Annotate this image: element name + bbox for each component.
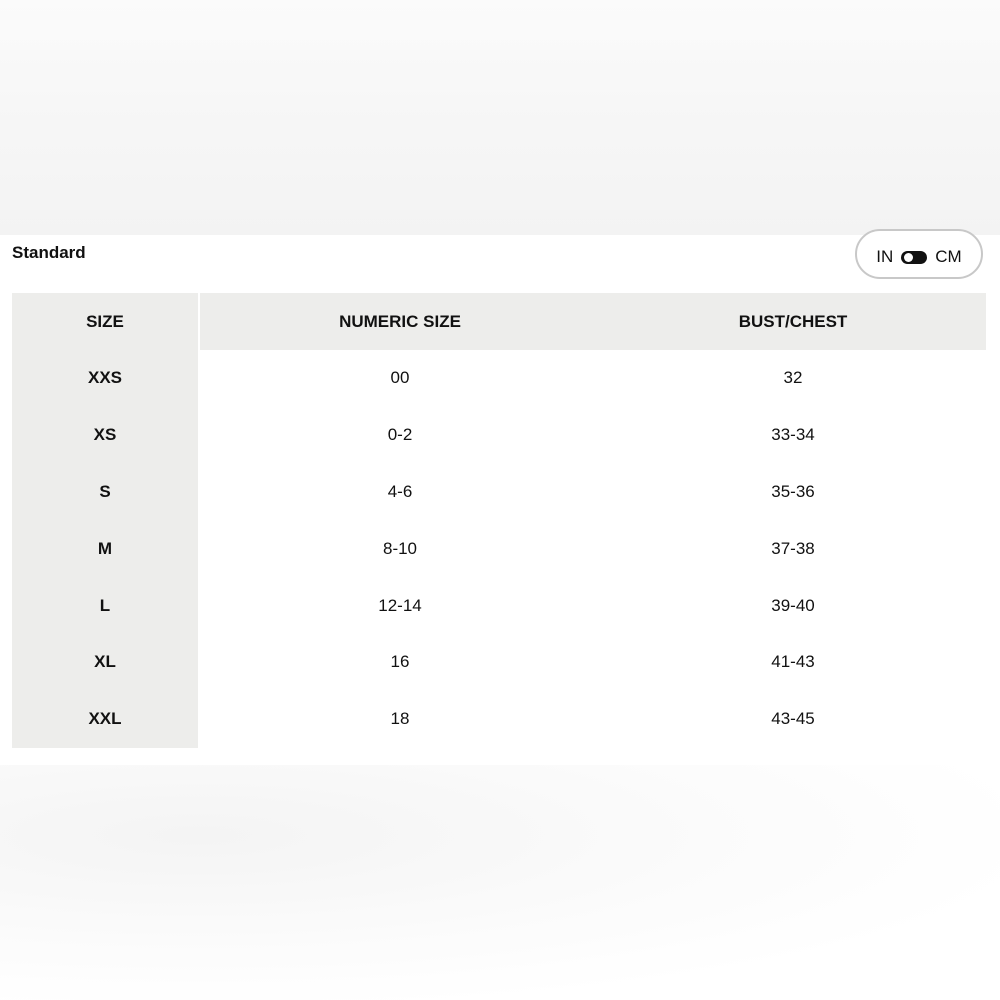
toggle-switch-icon[interactable] [901, 251, 927, 264]
cell-size: XS [12, 407, 199, 464]
table-row [12, 520, 986, 577]
cell-numeric-size: 18 [390, 709, 410, 729]
cell-bust-chest: 39-40 [771, 595, 815, 615]
table-row [12, 634, 986, 691]
toggle-knob [904, 253, 913, 262]
size-chart-panel [0, 235, 1000, 765]
table-row [12, 464, 986, 521]
cell-numeric-size: 0-2 [387, 425, 413, 445]
cell-size: XL [12, 634, 199, 691]
cell-bust-chest: 41-43 [771, 652, 815, 672]
cell-numeric-size: 8-10 [382, 538, 418, 558]
table-header-row [12, 293, 986, 350]
blurred-background-top [0, 0, 1000, 235]
unit-label-in[interactable]: IN [876, 247, 894, 266]
table-row [12, 407, 986, 464]
cell-size: XXL [12, 691, 199, 748]
cell-bust-chest: 33-34 [771, 425, 815, 445]
unit-toggle[interactable] [855, 229, 983, 279]
table-row [12, 350, 986, 407]
cell-numeric-size: 12-14 [378, 595, 422, 615]
size-table [12, 293, 987, 748]
column-header-bust-chest: BUST/CHEST [600, 293, 986, 350]
cell-numeric-size: 16 [390, 652, 410, 672]
table-row [12, 577, 986, 634]
section-title: Standard [12, 243, 86, 262]
cell-size: S [12, 464, 199, 521]
cell-numeric-size: 00 [390, 368, 410, 388]
cell-numeric-size: 4-6 [387, 481, 413, 501]
column-header-size: SIZE [12, 293, 199, 350]
cell-size: XXS [12, 350, 199, 407]
unit-label-cm[interactable]: CM [935, 247, 962, 266]
cell-bust-chest: 43-45 [771, 709, 815, 729]
column-header-numeric-size: NUMERIC SIZE [199, 293, 600, 350]
blurred-background-bottom [0, 765, 1000, 1000]
cell-bust-chest: 32 [783, 368, 803, 388]
table-row [12, 691, 986, 748]
cell-bust-chest: 37-38 [771, 538, 815, 558]
cell-bust-chest: 35-36 [771, 481, 815, 501]
cell-size: L [12, 577, 199, 634]
cell-size: M [12, 520, 199, 577]
